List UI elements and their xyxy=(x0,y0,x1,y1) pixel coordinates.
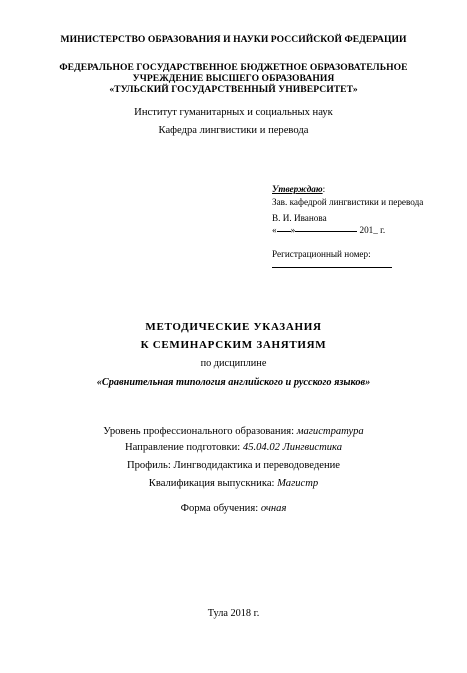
registration-number-blank xyxy=(272,267,392,268)
approval-date xyxy=(272,225,385,235)
document-title-line1: МЕТОДИЧЕСКИЕ УКАЗАНИЯ xyxy=(145,321,322,333)
approval-heading xyxy=(272,184,325,194)
training-direction-label: Направление подготовки: xyxy=(124,442,243,453)
date-year: 201_ г. xyxy=(357,225,386,235)
institute-name: Институт гуманитарных и социальных наук xyxy=(134,107,333,118)
discipline-name: «Сравнительная типология английского и русского языков» xyxy=(96,377,371,388)
study-form-value: очная xyxy=(260,503,287,514)
ministry-heading: МИНИСТЕРСТВО ОБРАЗОВАНИЯ И НАУКИ РОССИЙСКОЙ ФЕДЕРАЦИИ xyxy=(60,34,407,45)
date-open-quote: « xyxy=(272,225,277,235)
education-level-value: магистратура xyxy=(296,426,364,437)
discipline-label: по дисциплине xyxy=(200,358,267,369)
date-month-blank xyxy=(295,230,357,232)
approval-position: Зав. кафедрой лингвистики и перевода xyxy=(272,197,424,207)
institution-heading-line1: ФЕДЕРАЛЬНОЕ ГОСУДАРСТВЕННОЕ БЮДЖЕТНОЕ ОБРАЗОВАТЕЛЬНОЕ xyxy=(59,62,408,73)
study-form-label: Форма обучения: xyxy=(180,503,261,514)
approval-label: Утверждаю xyxy=(272,184,323,194)
department-name: Кафедра лингвистики и перевода xyxy=(158,125,309,136)
institution-heading-line3: «ТУЛЬСКИЙ ГОСУДАРСТВЕННЫЙ УНИВЕРСИТЕТ» xyxy=(109,84,358,95)
profile: Профиль: Лингводидактика и переводоведение xyxy=(126,460,340,471)
date-day-blank xyxy=(277,230,291,232)
training-direction xyxy=(0,442,467,453)
document-title-line2: К СЕМИНАРСКИМ ЗАНЯТИЯМ xyxy=(140,339,327,351)
approval-name: В. И. Иванова xyxy=(272,213,327,223)
training-direction-value: 45.04.02 Лингвистика xyxy=(242,442,343,453)
registration-label: Регистрационный номер: xyxy=(272,249,371,259)
education-level-label: Уровень профессионального образования: xyxy=(103,426,297,437)
city-year: Тула 2018 г. xyxy=(207,608,260,619)
qualification-value: Магистр xyxy=(277,478,319,489)
date-close-quote: » xyxy=(290,225,296,235)
graduate-qualification xyxy=(0,478,467,489)
qualification-label: Квалификация выпускника: xyxy=(148,478,278,489)
approval-colon: : xyxy=(322,184,326,194)
education-level xyxy=(0,426,467,437)
study-form xyxy=(0,503,467,514)
institution-heading-line2: УЧРЕЖДЕНИЕ ВЫСШЕГО ОБРАЗОВАНИЯ xyxy=(132,73,335,84)
